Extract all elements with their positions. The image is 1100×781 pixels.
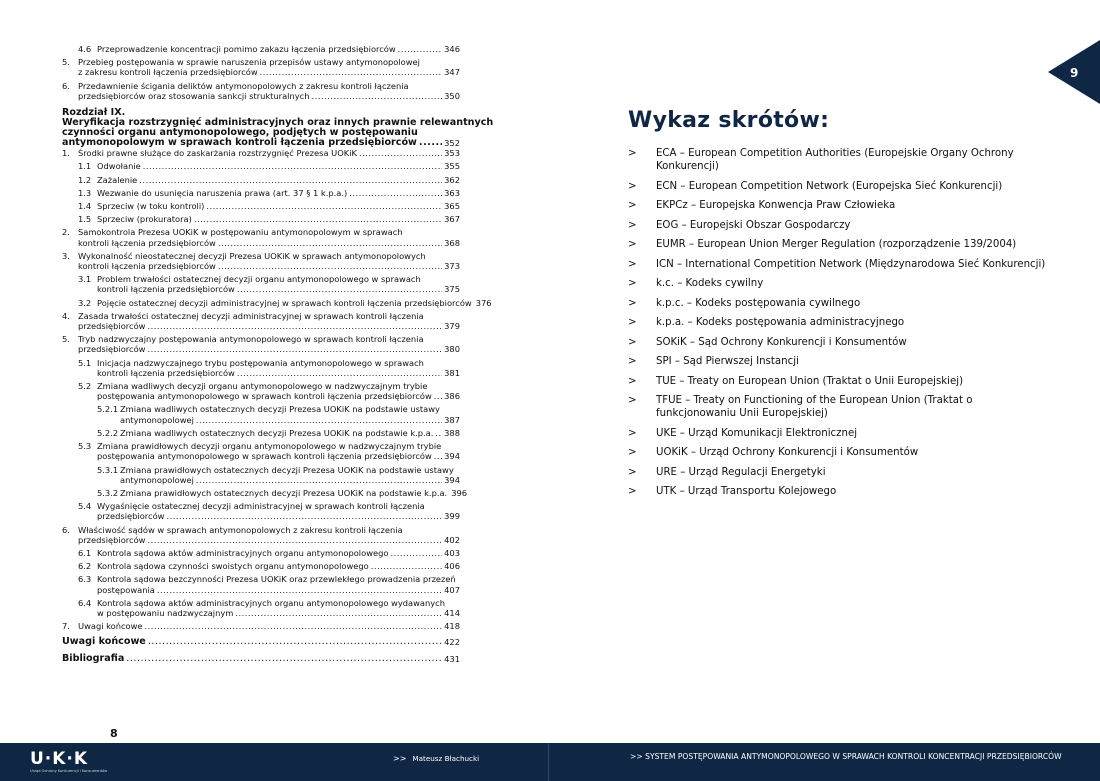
toc-entry-text: Przeprowadzenie koncentracji pomimo zakazu łączenia przedsiębiorców: [97, 44, 396, 54]
toc-leader-dots: [147, 344, 442, 354]
abbreviation-item: [628, 446, 1048, 459]
abbreviation-text: EKPCz – Europejska Konwencja Praw Człowieka: [656, 200, 896, 211]
toc-page-number: 368: [444, 237, 460, 248]
abbreviation-item: [628, 394, 1048, 420]
toc-entry: [62, 161, 460, 171]
toc-leader-dots: [237, 284, 442, 294]
abbreviation-text: UTK – Urząd Transportu Kolejowego: [656, 486, 837, 497]
toc-page-number: 376: [475, 297, 492, 308]
toc-leader-dots: [398, 44, 442, 54]
toc-entry: [62, 358, 460, 378]
abbreviation-item: [628, 375, 1048, 388]
toc-entry: [62, 487, 468, 498]
toc-entry-text: Zmiana wadliwych ostatecznych decyzji Prezesa UOKiK na podstawie ustawy: [120, 404, 440, 415]
toc-entry-text: Wykonalność nieostatecznej decyzji Prezesa UOKiK w sprawach antymonopolowych: [78, 250, 426, 261]
abbreviations-section: [628, 108, 1048, 505]
toc-entry-text: Zmiana prawidłowych ostatecznych decyzji Prezesa UOKiK na podstawie ustawy: [120, 464, 454, 475]
toc-entry-line: [62, 428, 460, 438]
toc-entry-number: 6.4: [78, 597, 92, 608]
table-of-contents: [62, 44, 494, 664]
toc-entry-number: 5.2: [78, 381, 92, 392]
toc-entry-text: [62, 441, 460, 451]
toc-entry-line: [62, 321, 460, 331]
toc-page-number: 355: [444, 161, 460, 172]
abbreviation-text: ICN – International Competition Network (Międzynarodowa Sieć Konkurencji): [656, 258, 1046, 270]
toc-entry-text: antymonopolowej: [120, 414, 194, 425]
toc-leader-dots: [206, 201, 442, 211]
toc-entry-text: Problem trwałości ostatecznej decyzji organu antymonopolowego w sprawach: [97, 274, 421, 285]
toc-entry-text: Sprzeciw (prokuratora): [97, 214, 192, 225]
toc-entry-text: przedsiębiorców: [78, 534, 146, 545]
toc-entry-number: 4.: [62, 310, 70, 321]
toc-page-number: 346: [444, 44, 460, 54]
toc-entry: [62, 574, 460, 594]
toc-entry-text: Właściwość sądów w sprawach antymonopolowych z zakresu kontroli łączenia: [78, 524, 403, 535]
toc-leader-dots: [148, 637, 442, 647]
abbreviation-item: [628, 336, 1048, 349]
toc-entry-text: antymonopolowej: [120, 474, 194, 485]
toc-entry-line: [62, 297, 492, 308]
toc-entry-text: [62, 501, 460, 511]
toc-entry: [62, 148, 460, 158]
toc-leader-dots: [371, 561, 442, 571]
abbreviation-item: [628, 277, 1048, 290]
toc-leader-dots: [218, 261, 442, 271]
toc-entry-number: 6.: [62, 524, 70, 535]
toc-entry-text: Sprzeciw (w toku kontroli): [97, 201, 205, 212]
toc-leader-dots: [194, 214, 442, 224]
toc-page-number: 373: [444, 261, 460, 272]
toc-entry-line: [62, 511, 460, 521]
toc-entry-line: [62, 284, 460, 294]
toc-leader-dots: [260, 67, 443, 77]
toc-page-number: 394: [444, 451, 460, 462]
toc-entry-line: [62, 561, 460, 571]
toc-entry-line: [62, 451, 460, 461]
toc-entry-text: [62, 465, 460, 475]
toc-entry-number: 4.6: [78, 44, 92, 54]
uokik-logo: U·K·K: [30, 749, 89, 769]
toc-entry-text: Pojęcie ostatecznej decyzji administracyjnej w sprawach kontroli łączenia przedsiębiorców: [97, 297, 472, 308]
toc-entry-line: [62, 175, 460, 185]
toc-entry-line: [62, 201, 460, 211]
toc-entry-line: [62, 415, 460, 425]
abbreviation-text: ECA – European Competition Authorities (Europejskie Organy Ochrony Konkurencji): [656, 148, 1014, 172]
abbreviation-text: UOKiK – Urząd Ochrony Konkurencji i Konsumentów: [656, 447, 919, 458]
toc-entry: [62, 404, 460, 424]
toc-entry-text: Zmiana wadliwych ostatecznych decyzji Prezesa UOKiK na podstawie k.p.a.: [120, 427, 434, 438]
toc-page-number: 396: [451, 487, 468, 498]
toc-entry-line: [62, 391, 460, 401]
toc-entry-text: przedsiębiorców: [78, 344, 146, 355]
bullet-arrow-icon: >: [628, 486, 637, 497]
toc-entry: [62, 525, 460, 545]
toc-entry-text: postępowania antymonopolowego w sprawach kontroli łączenia przedsiębiorców: [97, 451, 432, 462]
toc-page-number: 387: [444, 414, 460, 425]
toc-leader-dots: [349, 188, 442, 198]
toc-entry-text: [62, 574, 460, 584]
abbreviation-item: [628, 466, 1048, 479]
toc-entry: [62, 598, 460, 618]
toc-entry-text: Wezwanie do usunięcia naruszenia prawa (art. 37 § 1 k.p.a.): [97, 187, 348, 198]
toc-entry: [62, 251, 460, 271]
bullet-arrow-icon: >: [628, 148, 637, 159]
toc-page-number: 406: [444, 561, 460, 572]
toc-entry-text: Bibliografia: [62, 652, 125, 664]
toc-entry-text: Zmiana prawidłowych decyzji organu antymonopolowego w nadzwyczajnym trybie: [97, 441, 442, 452]
toc-leader-dots: [359, 148, 442, 158]
bullet-arrow-icon: >: [628, 219, 637, 231]
toc-leader-dots: [237, 368, 442, 378]
toc-entry-line: [62, 344, 460, 354]
chapter-title: Weryfikacja rozstrzygnięć administracyjnych oraz innych prawnie relewantnych: [62, 117, 494, 129]
toc-entry-number: 5.3: [78, 441, 92, 452]
bullet-arrow-icon: >: [628, 356, 637, 367]
toc-entry-number: 3.1: [78, 274, 92, 285]
toc-leader-dots: [419, 138, 442, 148]
toc-leader-dots: [147, 535, 442, 545]
abbreviations-list: [628, 147, 1048, 498]
toc-page-number: 375: [444, 284, 460, 295]
toc-page-number: 414: [444, 607, 460, 618]
toc-entry-text: Środki prawne służące do zaskarżania rozstrzygnięć Prezesa UOKiK: [78, 148, 357, 159]
abbreviation-item: [628, 147, 1048, 173]
toc-entry: [62, 227, 460, 247]
toc-entry-text: Odwołanie: [97, 161, 141, 172]
toc-page-number: 350: [444, 90, 460, 101]
abbreviation-text: URE – Urząd Regulacji Energetyki: [656, 466, 826, 478]
toc-entry-number: 1.5: [78, 214, 92, 225]
toc-leader-dots: [434, 451, 442, 461]
toc-entry-line: [62, 621, 460, 631]
toc-page-number: 422: [444, 637, 460, 648]
toc-entry-text: Tryb nadzwyczajny postępowania antymonopolowego w sprawach kontroli łączenia: [78, 334, 424, 345]
toc-entry-line: [62, 548, 460, 558]
toc-entry-text: Samokontrola Prezesa UOKiK w postępowaniu antymonopolowym w sprawach: [78, 227, 403, 238]
abbreviation-item: [628, 219, 1048, 232]
toc-entry: [62, 274, 460, 294]
toc-page-number: 352: [444, 138, 460, 149]
toc-page-number: 394: [444, 474, 460, 485]
abbreviation-text: k.p.a. – Kodeks postępowania administracyjnego: [656, 317, 905, 328]
toc-entry-text: Kontrola sądowa bezczynności Prezesa UOKiK oraz przewlekłego prowadzenia przezeń: [97, 574, 456, 585]
toc-page-number: 418: [444, 621, 460, 632]
bullet-arrow-icon: >: [628, 297, 637, 309]
toc-entry-text: [62, 227, 460, 237]
toc-entry-number: 1.: [62, 148, 70, 159]
bullet-arrow-icon: >: [628, 375, 637, 387]
toc-entry-line: [62, 44, 460, 54]
abbreviation-item: [628, 485, 1048, 498]
toc-leader-dots: [143, 161, 442, 171]
footer-author-name: Mateusz Błachucki: [412, 754, 480, 763]
abbreviation-text: UKE – Urząd Komunikacji Elektronicznej: [656, 427, 858, 439]
toc-entry-text: Kontrola sądowa aktów administracyjnych organu antymonopolowego wydawanych: [97, 597, 445, 608]
toc-entry-text: Przedawnienie ścigania deliktów antymonopolowych z zakresu kontroli łączenia: [78, 80, 409, 91]
toc-entry-text: przedsiębiorców: [78, 321, 146, 332]
toc-entry-number: 1.4: [78, 201, 92, 212]
toc-page-number: 379: [444, 321, 460, 332]
page-number-tab: [1048, 40, 1100, 104]
toc-entry-line: [62, 188, 460, 198]
abbreviation-text: EOG – Europejski Obszar Gospodarczy: [656, 219, 851, 231]
toc-leader-dots: [196, 415, 442, 425]
abbreviation-text: k.p.c. – Kodeks postępowania cywilnego: [656, 297, 861, 309]
toc-entry-text: [62, 598, 460, 608]
toc-entry-number: 1.3: [78, 187, 92, 198]
toc-entry-text: Wygaśnięcie ostatecznej decyzji administracyjnej w sprawach kontroli łączenia: [97, 501, 425, 512]
toc-entry-line: [62, 238, 460, 248]
toc-entry: [62, 175, 460, 185]
page-number-left: 8: [110, 727, 118, 740]
toc-page-number: 399: [444, 511, 460, 522]
toc-entry-text: Przebieg postępowania w sprawie naruszenia przepisów ustawy antymonopolowej: [78, 57, 420, 68]
toc-entry-number: 5.: [62, 57, 70, 68]
toc-page-number: 407: [444, 584, 460, 595]
abbreviation-text: EUMR – European Union Merger Regulation (rozporządzenie 139/2004): [656, 239, 1017, 250]
toc-entry-number: 5.: [62, 334, 70, 345]
toc-entry-text: Zażalenie: [97, 174, 138, 185]
toc-entry-text: kontroli łączenia przedsiębiorców: [97, 284, 235, 295]
toc-entry-number: 5.1: [78, 357, 92, 368]
bibliography-entry: [62, 654, 460, 664]
toc-entry-number: 3.2: [78, 297, 92, 308]
abbreviation-item: [628, 180, 1048, 193]
toc-leader-dots: [157, 585, 442, 595]
toc-entry-number: 3.: [62, 250, 70, 261]
toc-entry-number: 6.3: [78, 574, 92, 585]
toc-page-number: 386: [444, 391, 460, 402]
bullet-arrow-icon: >: [628, 466, 637, 478]
bullet-arrow-icon: >: [628, 427, 637, 439]
toc-entry-text: [62, 358, 460, 368]
toc-entry-number: 6.1: [78, 547, 92, 558]
toc-entry: [62, 297, 492, 308]
page-notch-left: [98, 743, 134, 761]
toc-entry-line: [62, 161, 460, 171]
chapter-title: czynności organu antymonopolowego, podjętych w postępowaniu: [62, 127, 418, 139]
toc-entry: [62, 548, 460, 558]
toc-entry-text: postępowania antymonopolowego w sprawach kontroli łączenia przedsiębiorców: [97, 391, 432, 402]
abbreviations-title: Wykaz skrótów:: [628, 108, 830, 133]
toc-entry-text: postępowania: [97, 584, 155, 595]
toc-entry-line: [62, 487, 468, 498]
toc-entry-text: Kontrola sądowa czynności swoistych organu antymonopolowego: [97, 561, 369, 572]
toc-page-number: 403: [444, 547, 460, 558]
toc-leader-dots: [235, 608, 442, 618]
toc-entry: [62, 428, 460, 438]
toc-entry-number: 1.2: [78, 174, 92, 185]
bullet-arrow-icon: >: [628, 258, 637, 270]
toc-entry-text: kontroli łączenia przedsiębiorców: [78, 261, 216, 272]
toc-entry: [62, 81, 460, 101]
final-remarks-entry: [62, 637, 460, 647]
toc-page-number: 431: [444, 653, 460, 664]
toc-entry-number: 5.2.1: [97, 404, 119, 415]
toc-leader-dots: [139, 175, 442, 185]
page-number-right: 9: [1070, 66, 1079, 80]
toc-entry-line: [62, 214, 460, 224]
abbreviation-item: [628, 297, 1048, 310]
toc-entry-text: Uwagi końcowe: [62, 636, 146, 648]
footer-author-arrow: >>: [393, 754, 407, 763]
bullet-arrow-icon: >: [628, 200, 637, 211]
toc-entry-text: przedsiębiorców oraz stosowania sankcji strukturalnych: [78, 90, 310, 101]
bullet-arrow-icon: >: [628, 317, 637, 328]
abbreviation-text: ECN – European Competition Network (Europejska Sieć Konkurencji): [656, 180, 1003, 192]
toc-entry-number: 5.2.2: [97, 427, 119, 438]
toc-entry-number: 6.: [62, 80, 70, 91]
toc-entry-text: kontroli łączenia przedsiębiorców: [78, 237, 216, 248]
abbreviation-text: SOKiK – Sąd Ochrony Konkurencji i Konsumentów: [656, 336, 907, 348]
toc-page-number: 388: [444, 427, 460, 438]
toc-entry-line: [62, 585, 460, 595]
footer-author: [393, 754, 479, 763]
toc-entry: [62, 188, 460, 198]
chapter-title-line: [62, 138, 460, 148]
abbreviation-item: [628, 238, 1048, 251]
toc-entry-text: [62, 334, 460, 344]
toc-entry-text: [62, 311, 460, 321]
toc-entry-line: [62, 368, 460, 378]
toc-leader-dots: [434, 391, 442, 401]
toc-entry-text: [62, 381, 460, 391]
toc-leader-dots: [196, 475, 442, 485]
toc-leader-dots: [435, 428, 442, 438]
toc-entry-line: [62, 475, 460, 485]
toc-entry: [62, 621, 460, 631]
bullet-arrow-icon: >: [628, 336, 637, 348]
toc-entry-text: [62, 404, 460, 414]
toc-entry: [62, 201, 460, 211]
toc-entry-line: [62, 608, 460, 618]
toc-entry-text: kontroli łączenia przedsiębiorców: [97, 367, 235, 378]
abbreviation-text: TFUE – Treaty on Functioning of the European Union (Traktat o funkcjonowaniu Unii Europejskiej): [656, 395, 973, 419]
toc-entry-text: [62, 251, 460, 261]
toc-entry-text: Zasada trwałości ostatecznej decyzji administracyjnej w sprawach kontroli łączenia: [78, 310, 424, 321]
toc-entry-number: 5.3.2: [97, 487, 119, 498]
toc-leader-dots: [145, 621, 443, 631]
toc-entry-text: [62, 274, 460, 284]
abbreviation-item: [628, 355, 1048, 368]
toc-entry: [62, 311, 460, 331]
toc-entry: [62, 44, 460, 54]
toc-page-number: 367: [444, 214, 460, 225]
footer-book-title: >> SYSTEM POSTĘPOWANIA ANTYMONOPOLOWEGO W SPRAWACH KONTROLI KONCENTRACJI PRZEDSIĘBIORCÓW: [630, 752, 1062, 761]
abbreviation-item: [628, 427, 1048, 440]
toc-page-number: 353: [444, 148, 460, 159]
bullet-arrow-icon: >: [628, 395, 637, 406]
toc-page-number: 362: [444, 174, 460, 185]
toc-entry: [62, 501, 460, 521]
toc-entry-number: 1.1: [78, 161, 92, 172]
toc-entry-text: w postępowaniu nadzwyczajnym: [97, 607, 234, 618]
toc-page-number: 380: [444, 344, 460, 355]
toc-entry-line: [62, 67, 460, 77]
bullet-arrow-icon: >: [628, 180, 637, 192]
toc-page-number: 381: [444, 367, 460, 378]
abbreviation-text: TUE – Treaty on European Union (Traktat o Unii Europejskiej): [656, 375, 964, 387]
toc-leader-dots: [311, 91, 442, 101]
toc-leader-dots: [218, 238, 442, 248]
footer-divider: [548, 743, 549, 781]
footer-bar: [0, 743, 1100, 781]
toc-entry-line: [62, 91, 460, 101]
abbreviation-text: SPI – Sąd Pierwszej Instancji: [656, 356, 799, 367]
toc-entry-number: 7.: [62, 621, 70, 632]
abbreviation-item: [628, 316, 1048, 329]
bullet-arrow-icon: >: [628, 447, 637, 458]
toc-entry-line: [62, 261, 460, 271]
toc-entry-text: Zmiana wadliwych decyzji organu antymonopolowego w nadzwyczajnym trybie: [97, 381, 428, 392]
toc-entry-text: Inicjacja nadzwyczajnego trybu postępowania antymonopolowego w sprawach: [97, 357, 424, 368]
toc-entry-text: przedsiębiorców: [97, 511, 165, 522]
toc-leader-dots: [390, 548, 442, 558]
toc-entry-number: 5.3.1: [97, 464, 119, 475]
abbreviation-item: [628, 199, 1048, 212]
toc-entry: [62, 381, 460, 401]
toc-entry-text: Zmiana prawidłowych ostatecznych decyzji Prezesa UOKiK na podstawie k.p.a.: [120, 487, 448, 498]
toc-entry: [62, 57, 460, 77]
toc-page-number: 363: [444, 187, 460, 198]
toc-entry-text: Kontrola sądowa aktów administracyjnych organu antymonopolowego: [97, 547, 389, 558]
toc-entry-text: z zakresu kontroli łączenia przedsiębiorców: [78, 67, 258, 78]
chapter-label: Rozdział IX.: [62, 107, 126, 119]
toc-page-number: 347: [444, 67, 460, 78]
toc-entry: [62, 465, 460, 485]
bullet-arrow-icon: >: [628, 239, 637, 250]
abbreviation-text: k.c. – Kodeks cywilny: [656, 278, 764, 289]
abbreviation-item: [628, 258, 1048, 271]
toc-entry-line: [62, 148, 460, 158]
toc-entry-text: [62, 525, 460, 535]
chapter-title: antymonopolowym w sprawach kontroli łączenia przedsiębiorców: [62, 137, 417, 149]
bullet-arrow-icon: >: [628, 278, 637, 289]
toc-entry-line: [62, 535, 460, 545]
toc-leader-dots: [126, 654, 442, 664]
toc-entry: [62, 334, 460, 354]
toc-entry: [62, 441, 460, 461]
toc-page-number: 402: [444, 534, 460, 545]
toc-entry-text: Uwagi końcowe: [78, 621, 143, 632]
toc-entry-text: [62, 57, 460, 67]
toc-entry: [62, 561, 460, 571]
toc-leader-dots: [166, 511, 442, 521]
toc-entry: [62, 214, 460, 224]
toc-entry-number: 2.: [62, 227, 70, 238]
toc-entry-number: 6.2: [78, 561, 92, 572]
toc-entry-number: 5.4: [78, 501, 92, 512]
toc-entry-text: [62, 81, 460, 91]
logo-subtitle: Urząd Ochrony Konkurencji i Konsumentów: [30, 769, 108, 773]
toc-page-number: 365: [444, 201, 460, 212]
toc-leader-dots: [147, 321, 442, 331]
